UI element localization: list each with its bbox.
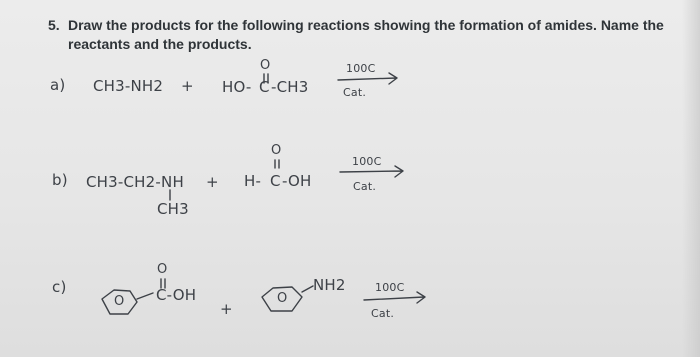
b-condition-bottom: Cat. [353, 180, 377, 193]
b-label: b) [52, 171, 68, 189]
b-reactant2-left: H- [244, 172, 262, 190]
a-reactant2-right: -CH3 [271, 78, 309, 96]
c-ring1-center: O [114, 294, 125, 309]
c-reactant1-group: C-OH [156, 286, 197, 304]
b-condition-top: 100C [352, 155, 382, 168]
b-reactant2-oxygen: O [271, 143, 282, 158]
question-text: Draw the products for the following reactions showing the formation of amides. Name the reactants and the products. [68, 17, 664, 52]
b-plus: + [206, 173, 219, 191]
c-condition-top: 100C [375, 281, 405, 294]
b-reactant1-sub: CH3 [157, 200, 189, 218]
c-reactant2-group: NH2 [313, 276, 346, 294]
c-reactant1-oxygen: O [157, 262, 168, 277]
question-number: 5. [48, 17, 60, 33]
a-plus: + [181, 77, 194, 95]
c-ring2-bond [302, 286, 313, 292]
paper-edge-shadow [682, 0, 700, 357]
c-ring2-center: O [277, 291, 288, 306]
b-reactant2-right: -OH [282, 172, 312, 190]
a-condition-bottom: Cat. [343, 86, 367, 99]
a-reactant2-oxygen: O [260, 58, 271, 73]
c-label: c) [52, 278, 67, 296]
a-label: a) [50, 76, 66, 94]
b-reactant1: CH3-CH2-NH [86, 173, 184, 191]
a-reactant2-left: HO- [222, 78, 252, 96]
c-plus: + [220, 300, 233, 318]
b-reactant2-carbonyl: C [270, 172, 281, 190]
a-condition-top: 100C [346, 62, 376, 75]
a-reactant2-carbonyl: C [259, 78, 270, 96]
c-condition-bottom: Cat. [371, 307, 395, 320]
a-reactant1: CH3-NH2 [93, 77, 164, 95]
c-ring1-bond [137, 293, 153, 299]
